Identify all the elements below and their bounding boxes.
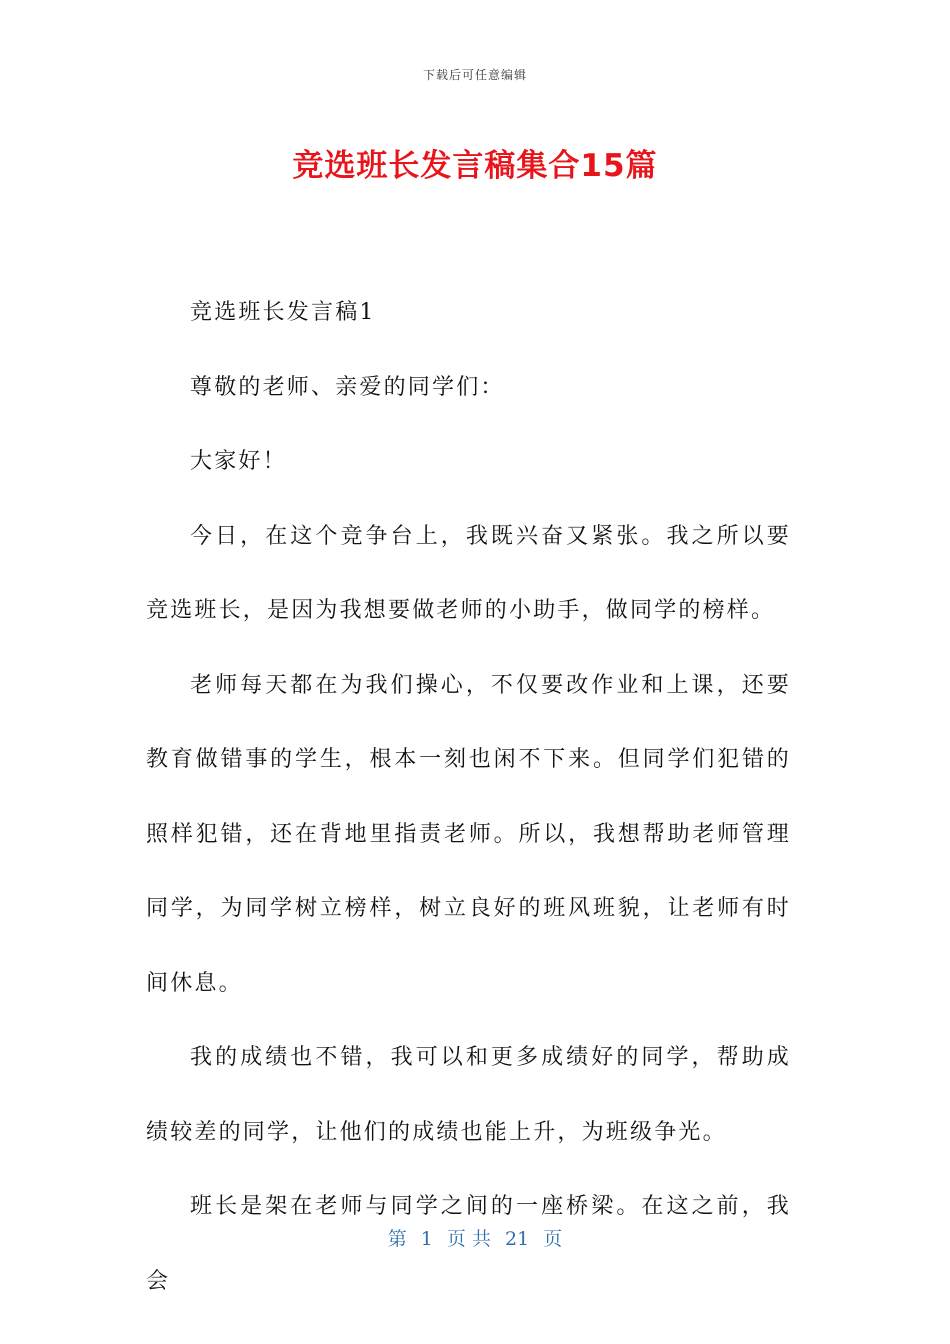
footer-total-pages: 21 [505, 1228, 530, 1250]
header-note: 下载后可任意编辑 [422, 68, 527, 82]
document-title: 竞选班长发言稿集合15篇 [292, 148, 658, 184]
paragraph-heading: 竞选班长发言稿1 [190, 300, 376, 325]
footer-suffix: 页 [543, 1228, 563, 1250]
footer-prefix: 第 [387, 1228, 407, 1250]
paragraph-greeting: 大家好！ [190, 449, 287, 474]
footer-middle: 页 共 [446, 1228, 491, 1250]
paragraph-salutation: 尊敬的老师、亲爱的同学们： [190, 374, 505, 400]
page-footer [0, 1224, 950, 1251]
paragraph: 老师每天都在为我们操心，不仅要改作业和上课，还要教育做错事的学生，根本一刻也闲不下来。但同学们犯错的照样犯错，还在背地里指责老师。所以，我想帮助老师管理同学，为同学树立榜样，树立良好的班风班貌，让老师有时间休息。 [146, 672, 791, 996]
document-body [146, 276, 791, 1319]
paragraph: 班长是架在老师与同学之间的一座桥梁。在这之前，我会 [146, 1194, 791, 1294]
footer-current-page: 1 [420, 1228, 433, 1250]
paragraph: 今日，在这个竞争台上，我既兴奋又紧张。我之所以要竞选班长，是因为我想要做老师的小助手，做同学的榜样。 [146, 523, 791, 623]
paragraph: 我的成绩也不错，我可以和更多成绩好的同学，帮助成绩较差的同学，让他们的成绩也能上升，为班级争光。 [146, 1045, 791, 1145]
